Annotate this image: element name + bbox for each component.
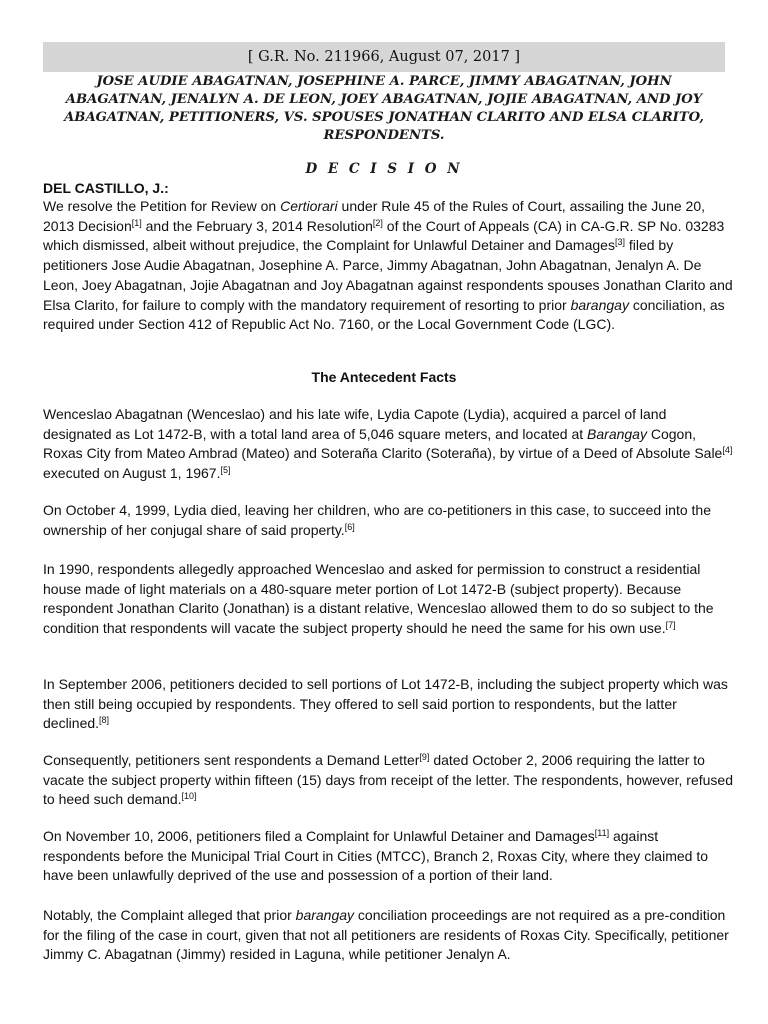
text-run: of the Court of Appeals (CA) in CA-G.R. SP No. 03283 which dismissed, albeit without prejudice, the Complaint for Unlawful Detainer and Damages [43, 217, 725, 254]
footnote-ref[interactable]: [6] [344, 521, 355, 532]
paragraph-7 [43, 827, 733, 886]
text-run: conciliation proceedings are not required as a pre-condition for the filing of the case in court, given that not all petitioners are residents of Roxas City. Specifically, petitioner Jimmy C. Abagatnan (Jimmy) resided in Laguna, while petitioner Jenalyn A. [43, 907, 729, 963]
text-run: filed by petitioners Jose Audie Abagatnan, Josephine A. Parce, Jimmy Abagatnan, John Abagatnan, Jenalyn A. De Leon, Joey Abagatnan, Jojie Abagatnan and Joy Abagatnan against respondents spouses Jonathan Clarito and Elsa Clarito, for failure to comply with the mandatory requirement of resorting to prior [43, 237, 733, 313]
case-number-header [43, 42, 725, 72]
case-number: [ G.R. No. 211966, August 07, 2017 ] [247, 49, 521, 65]
text-run: On October 4, 1999, Lydia died, leaving her children, who are co-petitioners in this case, to succeed into the ownership of her conjugal share of said property. [43, 502, 711, 538]
footnote-ref[interactable]: [3] [614, 237, 625, 248]
text-run: executed on August 1, 1967. [43, 465, 221, 482]
paragraph-1 [43, 197, 733, 335]
text-run: and the February 3, 2014 Resolution [141, 217, 373, 234]
text-run-italic: barangay [570, 296, 629, 313]
text-run: In 1990, respondents allegedly approached Wenceslao and asked for permission to construct a residential house made of light materials on a 480-square meter portion of Lot 1472-B (subject property). Because respondent Jonathan Clarito (Jonathan) is a distant relative, Wenceslao allowed them to do so subject to the condition that respondents will vacate the subject property should he need the same for his own use. [43, 561, 714, 637]
footnote-ref[interactable]: [8] [99, 715, 110, 726]
text-run: Wenceslao Abagatnan (Wenceslao) and his late wife, Lydia Capote (Lydia), acquired a parcel of land designated as Lot 1472-B, with a total land area of 5,046 square meters, and located at [43, 406, 667, 442]
paragraph-5 [43, 675, 733, 734]
decision-title: D E C I S I O N [305, 161, 463, 177]
text-run: Consequently, petitioners sent respondents a Demand Letter [43, 752, 420, 768]
case-parties: JOSE AUDIE ABAGATNAN, JOSEPHINE A. PARCE, JIMMY ABAGATNAN, JOHN ABAGATNAN, JENALYN A. DE LEON, JOEY ABAGATNAN, JOJIE ABAGATNAN, AND JOY ABAGATNAN, PETITIONERS, VS. SPOUSES JONATHAN CLARITO AND ELSA CLARITO, RESPONDENTS. [64, 74, 704, 143]
text-run: under Rule 45 of the Rules of Court, assailing the June 20, 2013 Decision [43, 198, 705, 234]
text-run: Notably, the Complaint alleged that prior [43, 907, 296, 923]
text-run: We resolve the Petition for Review on [43, 198, 281, 214]
paragraph-8 [43, 906, 733, 965]
footnote-ref[interactable]: [10] [181, 791, 197, 802]
ponente: DEL CASTILLO, J.: [43, 180, 169, 196]
text-run-italic: barangay [295, 907, 355, 923]
footnote-ref[interactable]: [9] [419, 752, 430, 762]
section-heading: The Antecedent Facts [311, 369, 457, 385]
text-run: On November 10, 2006, petitioners filed a Complaint for Unlawful Detainer and Damages [43, 828, 595, 844]
footnote-ref[interactable]: [1] [131, 217, 142, 228]
footnote-ref[interactable]: [2] [372, 217, 383, 228]
footnote-ref[interactable]: [11] [594, 828, 610, 838]
text-run-italic: Certiorari [280, 198, 338, 214]
paragraph-4 [43, 560, 733, 639]
text-run: dated October 2, 2006 requiring the latter to vacate the subject property within fifteen (15) days from receipt of the letter. The respondents, however, refused to heed such demand. [43, 752, 734, 808]
paragraph-6 [43, 751, 733, 810]
text-run: Cogon, Roxas City from Mateo Ambrad (Mateo) and Soteraña Clarito (Soteraña), by virtue of a Deed of Absolute Sale [43, 425, 723, 462]
footnote-ref[interactable]: [4] [722, 445, 733, 456]
text-run: conciliation, as required under Section 412 of Republic Act No. 7160, or the Local Government Code (LGC). [43, 296, 725, 333]
text-run: In September 2006, petitioners decided to sell portions of Lot 1472-B, including the subject property which was then still being occupied by respondents. They offered to sell said portion to respondents, but the latter declined. [43, 676, 728, 732]
paragraph-2 [43, 405, 733, 484]
footnote-ref[interactable]: [5] [220, 465, 231, 476]
paragraph-3 [43, 501, 733, 540]
footnote-ref[interactable]: [7] [665, 620, 676, 631]
text-run: against respondents before the Municipal Trial Court in Cities (MTCC), Branch 2, Roxas City, where they claimed to have been unlawfully deprived of the use and possession of a portion of their land. [43, 828, 709, 884]
text-run-italic: Barangay [587, 425, 647, 442]
